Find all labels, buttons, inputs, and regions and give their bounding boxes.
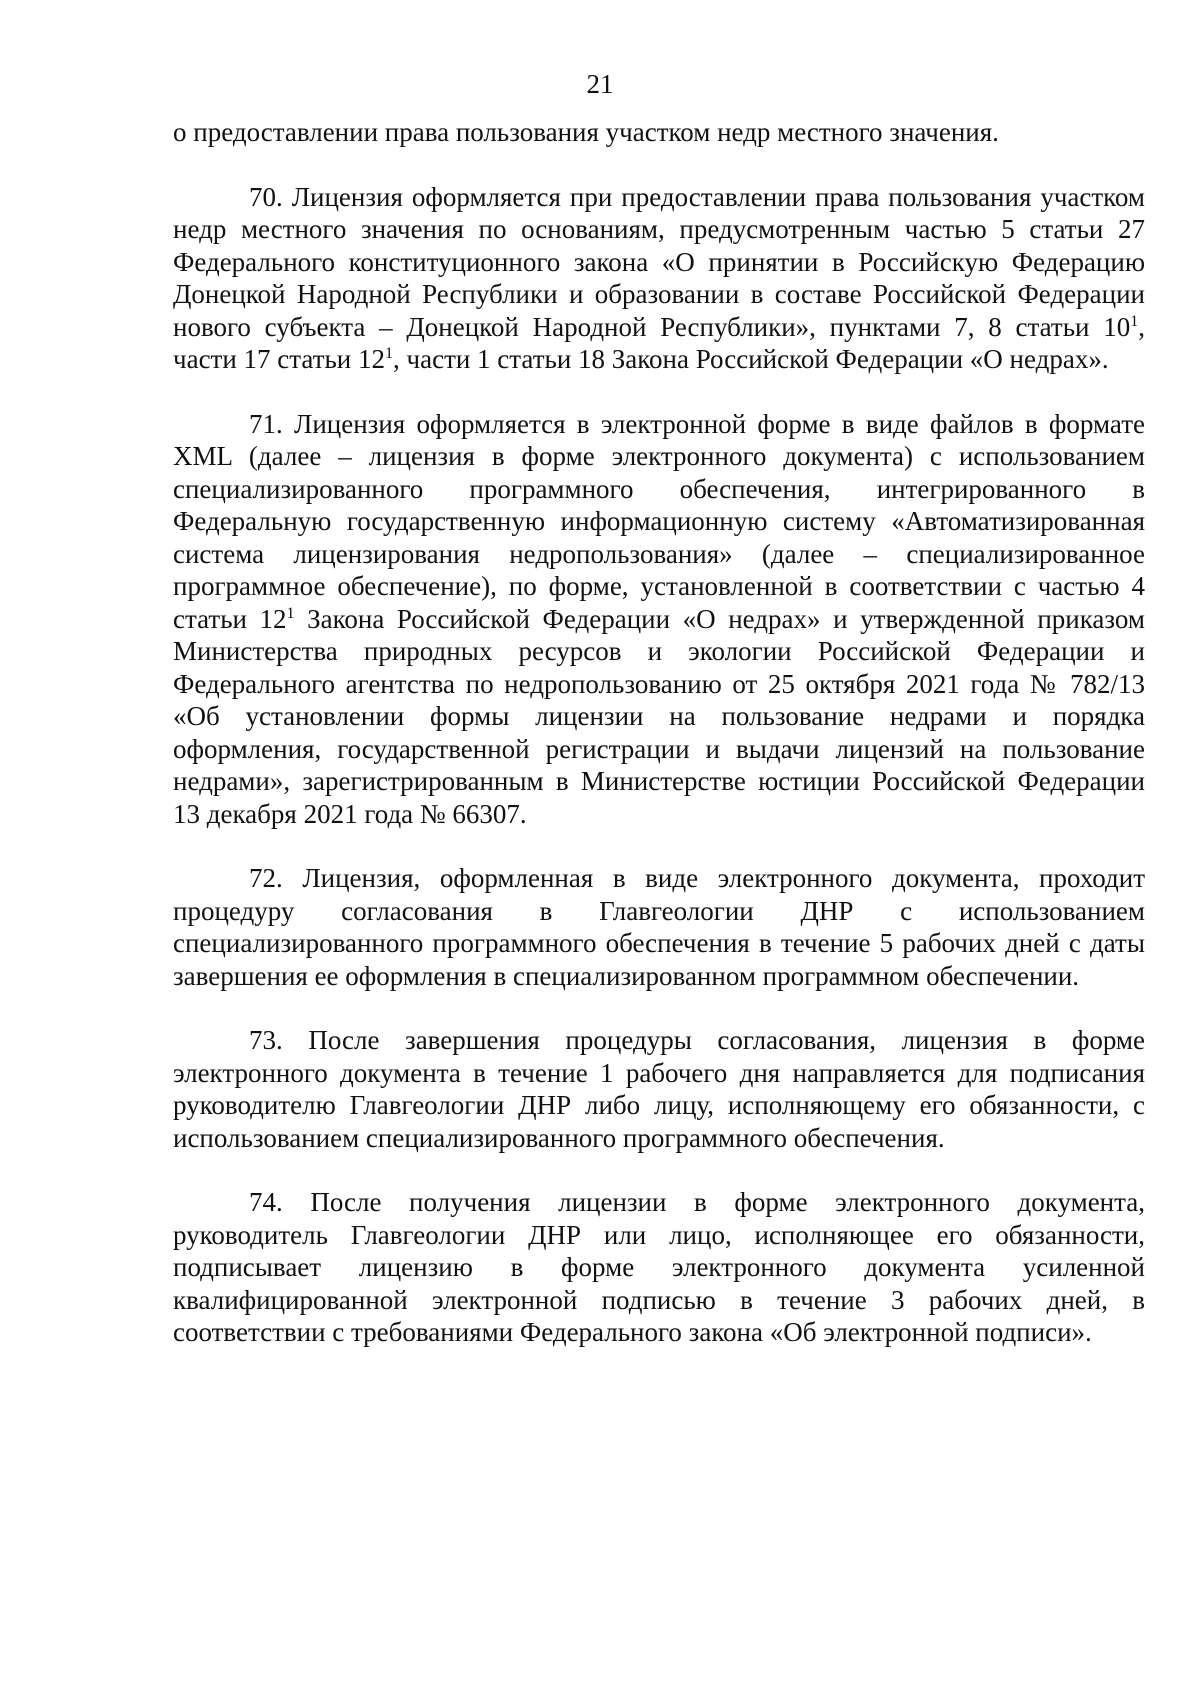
paragraph-70 (173, 181, 1145, 376)
paragraph-74 (173, 1186, 1145, 1349)
paragraph-text: 70. Лицензия оформляется при предоставлении права пользования участком недр местного значения по основаниям, предусмотренным частью 5 статьи 27 Федерального конституционного закона «О принятии в Российскую Федерацию Донецкой Народной Республики и образовании в составе Российской Федерации нового субъекта – Донецкой Народной Республики», пунктами 7, 8 статьи 10 (173, 181, 1145, 342)
paragraph-text: 74. После получения лицензии в форме электронного документа, руководитель Главгеологии ДНР или лицо, исполняющее его обязанности, подписывает лицензию в форме электронного документа усиленной квалифицированной электронной подписью в течение 3 рабочих дней, в соответствии с требованиями Федерального закона «Об электронной подписи». (173, 1187, 1145, 1347)
superscript: 1 (286, 604, 295, 622)
paragraph-text: Закона Российской Федерации «О недрах» и утвержденной приказом Министерства природных ресурсов и экологии Российской Федерации и Федерального агентства по недропользованию от 25 октября 2021 года № 782/13 «Об установлении формы лицензии на пользование недрами и порядка оформления, государственной регистрации и выдачи лицензий на пользование недрами», зарегистрированным в Министерстве юстиции Российской Федерации 13 декабря 2021 года № 66307. (173, 603, 1145, 829)
paragraph-text: , части 1 статьи 18 Закона Российской Федерации «О недрах». (393, 344, 1109, 374)
paragraph-72 (173, 862, 1145, 992)
paragraph-text: , части 17 статьи 12 (173, 311, 1145, 374)
paragraph-text: о предоставлении права пользования участком недр местного значения. (173, 117, 999, 147)
document-body (173, 116, 1145, 1381)
superscript: 1 (1130, 312, 1139, 330)
paragraph-71 (173, 408, 1145, 831)
superscript: 1 (385, 345, 394, 362)
page-number: 21 (586, 69, 614, 99)
paragraph-text: 73. После завершения процедуры согласования, лицензия в форме электронного документа в течение 1 рабочего дня направляется для подписания руководителю Главгеологии ДНР либо лицу, исполняющему его обязанности, с использованием специализированного программного обеспечения. (173, 1025, 1145, 1153)
paragraph-text: 71. Лицензия оформляется в электронной форме в виде файлов в формате XML (далее – лицензия в форме электронного документа) с использованием специализированного программного обеспечения, интегрированного в Федеральную государственную информационную систему «Автоматизированная система лицензирования недропользования» (далее – специализированное программное обеспечение), по форме, установленной в соответствии с частью 4 статьи 12 (173, 408, 1145, 634)
paragraph-continuation (173, 116, 1145, 149)
paragraph-text: 72. Лицензия, оформленная в виде электронного документа, проходит процедуру согласования в Главгеологии ДНР с использованием специализированного программного обеспечения в течение 5 рабочих дней с даты завершения ее оформления в специализированном программном обеспечении. (173, 863, 1145, 991)
paragraph-73 (173, 1024, 1145, 1154)
